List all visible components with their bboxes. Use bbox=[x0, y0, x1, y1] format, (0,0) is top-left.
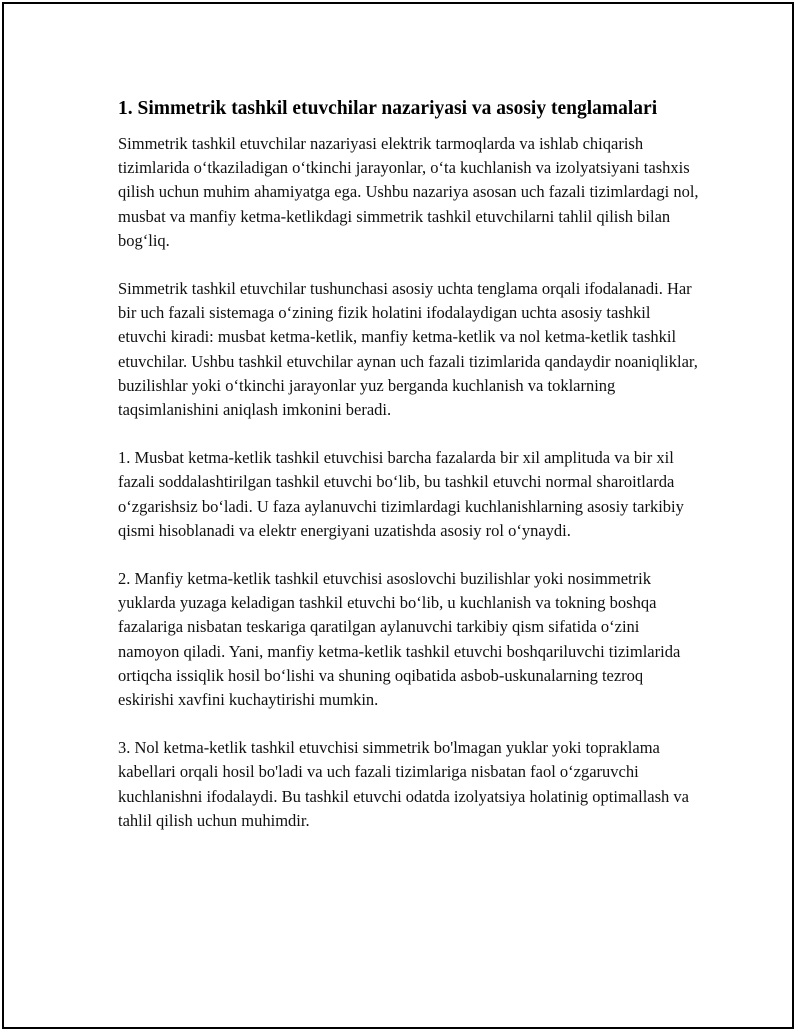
section-heading: 1. Simmetrik tashkil etuvchilar nazariyasi va asosiy tenglamalari bbox=[118, 98, 658, 119]
paragraph-zero-sequence: 3. Nol ketma-ketlik tashkil etuvchisi simmetrik bo'lmagan yuklar yoki topraklama kabellari orqali hosil bo'ladi va uch fazali tizimlariga nisbatan faol o‘zgaruvchi kuchlanishni ifodalaydi. Bu tashkil etuvchi odatda izolyatsiya holatinig optimallash va tahlil qilish uchun muhimdir. bbox=[118, 738, 689, 830]
document-body bbox=[118, 94, 703, 857]
paragraph-concept: Simmetrik tashkil etuvchilar tushunchasi asosiy uchta tenglama orqali ifodalanadi. Har bir uch fazali sistemaga o‘zining fizik holatini ifodalaydigan uchta asosiy tashkil etuvchi kiradi: musbat ketma-ketlik, manfiy ketma-ketlik va nol ketma-ketlik tashkil etuvchilar. Ushbu tashkil etuvchilar aynan uch fazali tizimlarida qandaydir noaniqliklar, buzilishlar yoki o‘tkinchi jarayonlar yuz berganda kuchlanish va toklarning taqsimlanishini aniqlash imkonini beradi. bbox=[118, 279, 698, 420]
paragraph-intro: Simmetrik tashkil etuvchilar nazariyasi elektrik tarmoqlarda va ishlab chiqarish tizimlarida o‘tkaziladigan o‘tkinchi jarayonlar, o‘ta kuchlanish va izolyatsiyani tashxis qilish uchun muhim ahamiyatga ega. Ushbu nazariya asosan uch fazali tizimlardagi nol, musbat va manfiy ketma-ketlikdagi simmetrik tashkil etuvchilarni tahlil qilish bilan bog‘liq. bbox=[118, 134, 699, 250]
paragraph-positive-sequence: 1. Musbat ketma-ketlik tashkil etuvchisi barcha fazalarda bir xil amplituda va bir xil fazali soddalashtirilgan tashkil etuvchi bo‘lib, bu tashkil etuvchi normal sharoitlarda o‘zgarishsiz bo‘ladi. U faza aylanuvchi tizimlardagi kuchlanishlarning asosiy tarkibiy qismi hisoblanadi va elektr energiyani uzatishda asosiy rol o‘ynaydi. bbox=[118, 448, 684, 540]
paragraph-negative-sequence: 2. Manfiy ketma-ketlik tashkil etuvchisi asoslovchi buzilishlar yoki nosimmetrik yuklarda yuzaga keladigan tashkil etuvchi bo‘lib, u kuchlanish va tokning boshqa fazalariga nisbatan teskariga qaratilgan aylanuvchi tarkibiy qism sifatida o‘zini namoyon qiladi. Yani, manfiy ketma-ketlik tashkil etuvchi boshqariluvchi tizimlarida ortiqcha issiqlik hosil bo‘lishi va shuning oqibatida asbob-uskunalarning tezroq eskirishi xavfini kuchaytirishi mumkin. bbox=[118, 569, 681, 710]
